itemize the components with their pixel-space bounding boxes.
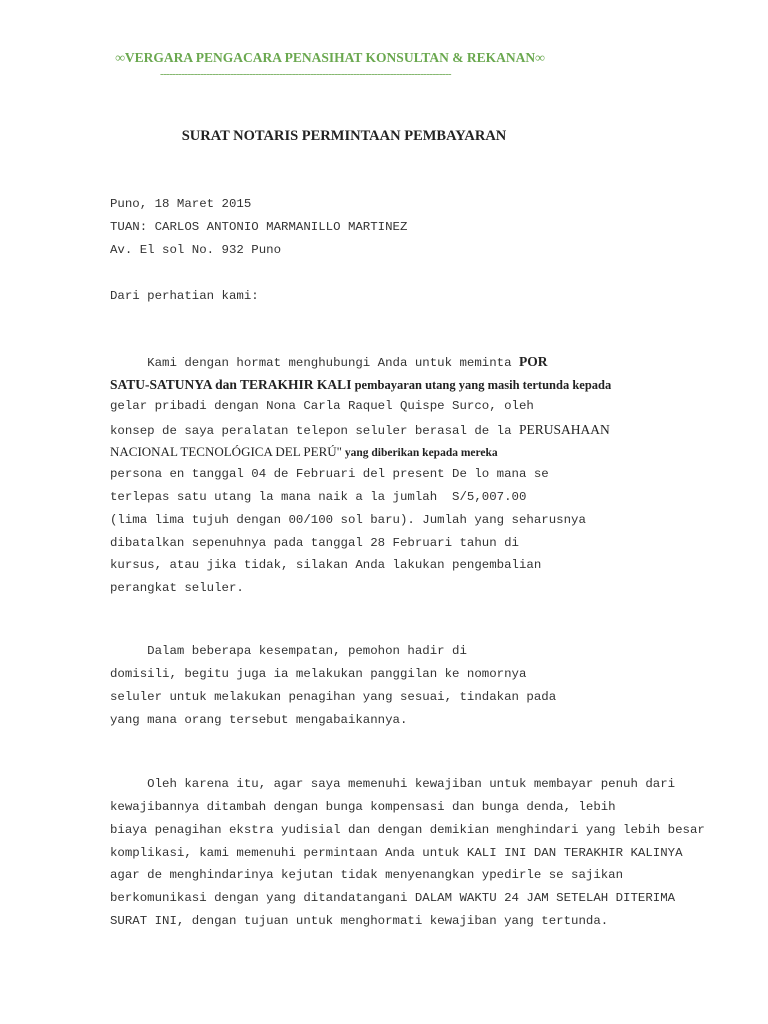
letter-date: Puno, 18 Maret 2015 xyxy=(110,197,252,211)
letterhead-rule: ----------------------------------------------------------------------------------------------- xyxy=(160,68,451,80)
letterhead-firm-name: ∞VERGARA PENGACARA PENASIHAT KONSULTAN & REKANAN∞ xyxy=(115,50,545,65)
paragraph-3-line-6: berkomunikasi dengan yang ditandatangani DALAM WAKTU 24 JAM SETELAH DITERIMA xyxy=(110,891,676,905)
salutation: Dari perhatian kami: xyxy=(110,289,259,303)
paragraph-1-line-2: SATU-SATUNYA dan TERAKHIR KALI pembayaran utang yang masih tertunda kepada xyxy=(110,377,612,392)
paragraph-3-line-4: komplikasi, kami memenuhi permintaan Anda untuk KALI INI DAN TERAKHIR KALINYA xyxy=(110,846,683,860)
paragraph-2-line-4: yang mana orang tersebut mengabaikannya. xyxy=(110,713,408,727)
paragraph-2-line-3: seluler untuk melakukan penagihan yang sesuai, tindakan pada xyxy=(110,690,557,704)
paragraph-2-line-2: domisili, begitu juga ia melakukan panggilan ke nomornya xyxy=(110,667,527,681)
paragraph-2-line-1: Dalam beberapa kesempatan, pemohon hadir di xyxy=(110,644,467,658)
document-title: SURAT NOTARIS PERMINTAAN PEMBAYARAN xyxy=(181,128,507,144)
paragraph-3-line-1: Oleh karena itu, agar saya memenuhi kewajiban untuk membayar penuh dari xyxy=(110,777,676,791)
paragraph-1-line-8: (lima lima tujuh dengan 00/100 sol baru). Jumlah yang seharusnya xyxy=(110,513,586,527)
paragraph-1-line-6: persona en tanggal 04 de Februari del present De lo mana se xyxy=(110,467,549,481)
paragraph-3-line-7: SURAT INI, dengan tujuan untuk menghormati kewajiban yang tertunda. xyxy=(110,914,609,928)
paragraph-1-line-1: Kami dengan hormat menghubungi Anda untuk meminta POR xyxy=(110,354,548,370)
paragraph-1-line-3: gelar pribadi dengan Nona Carla Raquel Quispe Surco, oleh xyxy=(110,399,534,413)
paragraph-3-line-5: agar de menghindarinya kejutan tidak menyenangkan ypedirle se sajikan xyxy=(110,868,624,882)
paragraph-1-line-5: NACIONAL TECNOLÓGICA DEL PERÚ" yang diberikan kepada mereka xyxy=(110,444,498,459)
paragraph-1-line-4: konsep de saya peralatan telepon seluler berasal de la PERUSAHAAN xyxy=(110,422,610,438)
paragraph-1-line-7: terlepas satu utang la mana naik a la jumlah S/5,007.00 xyxy=(110,490,527,504)
recipient-address: Av. El sol No. 932 Puno xyxy=(110,243,282,257)
recipient-name: TUAN: CARLOS ANTONIO MARMANILLO MARTINEZ xyxy=(110,220,408,234)
paragraph-1-line-10: kursus, atau jika tidak, silakan Anda lakukan pengembalian xyxy=(110,558,542,572)
paragraph-1-line-11: perangkat seluler. xyxy=(110,581,244,595)
paragraph-3-line-2: kewajibannya ditambah dengan bunga kompensasi dan bunga denda, lebih xyxy=(110,800,616,814)
paragraph-3-line-3: biaya penagihan ekstra yudisial dan dengan demikian menghindari yang lebih besar xyxy=(110,823,705,837)
paragraph-1-line-9: dibatalkan sepenuhnya pada tanggal 28 Februari tahun di xyxy=(110,536,519,550)
